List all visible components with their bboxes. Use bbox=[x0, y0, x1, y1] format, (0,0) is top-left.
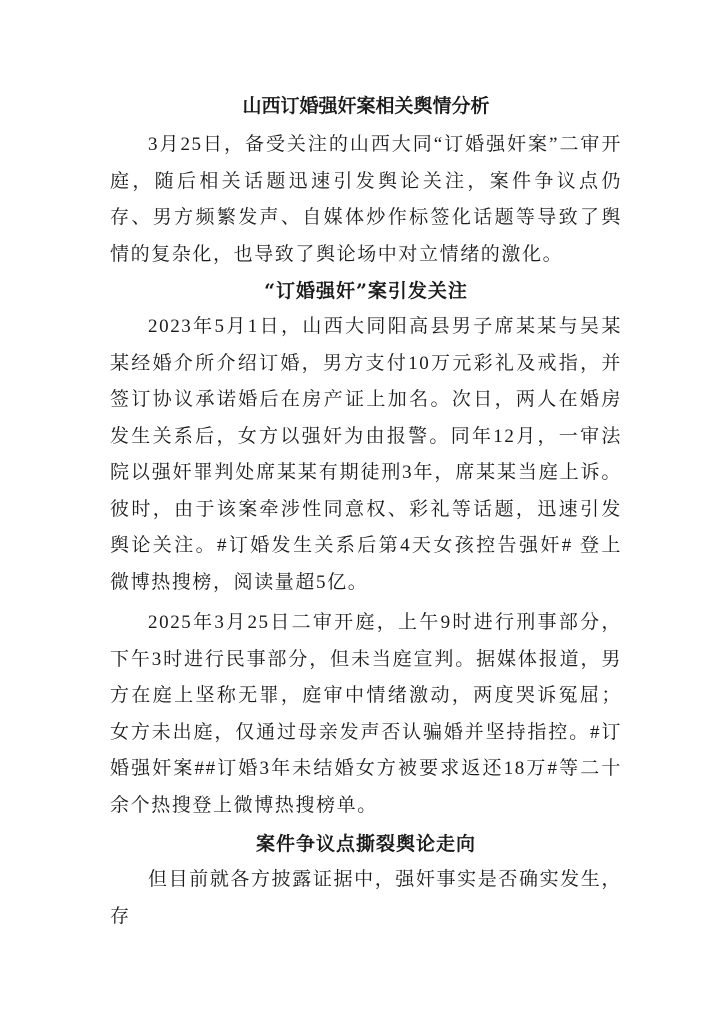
paragraph-controversy: 但目前就各方披露证据中，强奸事实是否确实发生，存 bbox=[110, 869, 622, 927]
section-heading-controversy: 案件争议点撕裂舆论走向 bbox=[255, 833, 476, 855]
document-title: 山西订婚强奸案相关舆情分析 bbox=[242, 95, 490, 117]
section-heading-case-attention: “订婚强奸”案引发关注 bbox=[264, 280, 468, 302]
paragraph-case-background: 2023年5月1日，山西大同阳高县男子席某某与吴某某经婚介所介绍订婚，男方支付10万元彩礼及戒指，并签订协议承诺婚后在房产证上加名。次日，两人在婚房发生关系后，女方以强奸为由报警。同年12月，一审法院以强奸罪判处席某某有期徒刑3年，席某某当庭上诉。彼时，由于该案牵涉性同意权、彩礼等话题，迅速引发舆论关注。#订婚发生关系后第4天女孩控告强奸# 登上微博热搜榜，阅读量超5亿。 bbox=[110, 316, 622, 593]
document-page bbox=[110, 91, 622, 935]
intro-paragraph: 3月25日，备受关注的山西大同“订婚强奸案”二审开庭，随后相关话题迅速引发舆论关注，案件争议点仍存、男方频繁发声、自媒体炒作标签化话题等导致了舆情的复杂化，也导致了舆论场中对立情绪的激化。 bbox=[110, 134, 622, 265]
paragraph-second-trial: 2025年3月25日二审开庭，上午9时进行刑事部分，下午3时进行民事部分，但未当庭宣判。据媒体报道，男方在庭上坚称无罪，庭审中情绪激动，两度哭诉冤屈；女方未出庭，仅通过母亲发声否认骗婚并坚持指控。#订婚强奸案##订婚3年未结婚女方被要求返还18万#等二十余个热搜登上微博热搜榜单。 bbox=[110, 612, 622, 816]
